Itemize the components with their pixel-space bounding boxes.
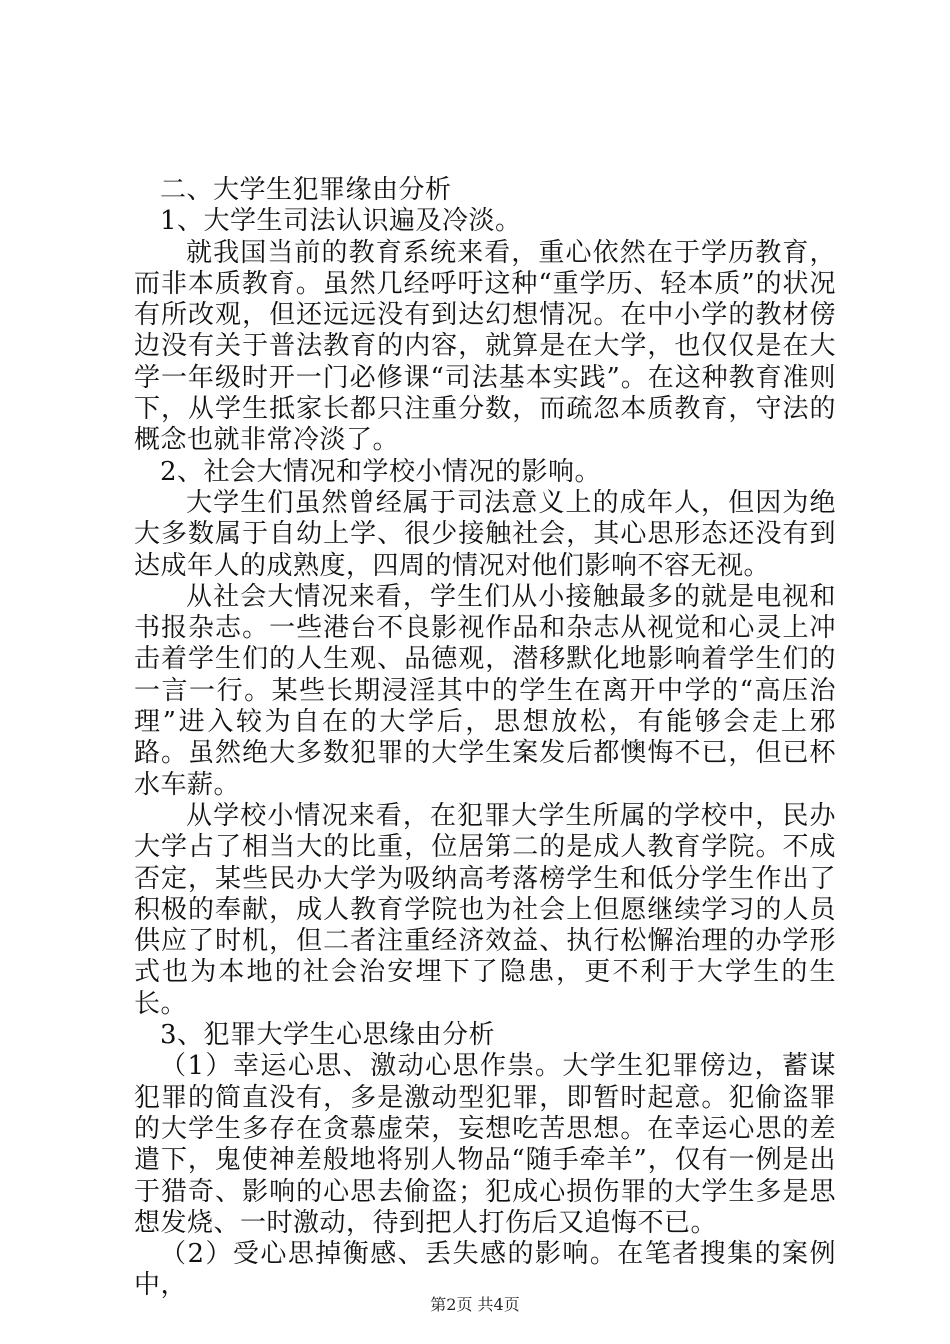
paragraph: 从学校小情况来看，在犯罪大学生所属的学校中，民办大学占了相当大的比重，位居第二的是成人教育学院。不成否定，某些民办大学为吸纳高考落榜学生和低分学生作出了积极的奉献，成人教育学院也为社会上但愿继续学习的人员供应了时机，但二者注重经济效益、执行松懈治理的办学形式也为本地的社会治安埋下了隐患，更不利于大学生的生长。: [134, 800, 836, 1019]
paragraph: 大学生们虽然曾经属于司法意义上的成年人，但因为绝大多数属于自幼上学、很少接触社会，其心思形态还没有到达成年人的成熟度，四周的情况对他们影响不容无视。: [134, 487, 836, 581]
paragraph: 就我国当前的教育系统来看，重心依然在于学历教育，而非本质教育。虽然几经呼吁这种“重学历、轻本质”的状况有所改观，但还远远没有到达幻想情况。在中小学的教材傍边没有关于普法教育的内容，就算是在大学，也仅仅是在大学一年级时开一门必修课“司法基本实践”。在这种教育准则下，从学生抵家长都只注重分数，而疏忽本质教育，守法的概念也就非常冷淡了。: [134, 237, 836, 456]
subsection-heading-1: 1、大学生司法认识遍及冷淡。: [160, 206, 522, 237]
section-heading: 二、大学生犯罪缘由分析: [160, 175, 452, 205]
subsection-heading-2: 2、社会大情况和学校小情况的影响。: [160, 456, 602, 487]
paragraph: 从社会大情况来看，学生们从小接触最多的就是电视和书报杂志。一些港台不良影视作品和杂志从视觉和心灵上冲击着学生们的人生观、品德观，潜移默化地影响着学生们的一言一行。某些长期浸淫其中的学生在离开中学的“高压治理”进入较为自在的大学后，思想放松，有能够会走上邪路。虽然绝大多数犯罪的大学生案发后都懊悔不已，但已杯水车薪。: [134, 581, 836, 800]
page-number-footer: 第2页 共4页: [430, 1295, 520, 1314]
paragraph: （1）幸运心思、激动心思作祟。大学生犯罪傍边，蓄谋犯罪的简直没有，多是激动型犯罪，即暂时起意。犯偷盗罪的大学生多存在贪慕虚荣，妄想吃苦思想。在幸运心思的差遣下，鬼使神差般地将别人物品“随手牵羊”，仅有一例是出于猎奇、影响的心思去偷盗；犯成心损伤罪的大学生多是思想发烧、一时激动，待到把人打伤后又追悔不已。: [134, 1051, 836, 1238]
paragraph: （2）受心思掉衡感、丢失感的影响。在笔者搜集的案例中，: [134, 1239, 836, 1301]
document-body: [134, 175, 836, 1302]
subsection-heading-3: 3、犯罪大学生心思缘由分析: [160, 1020, 496, 1051]
